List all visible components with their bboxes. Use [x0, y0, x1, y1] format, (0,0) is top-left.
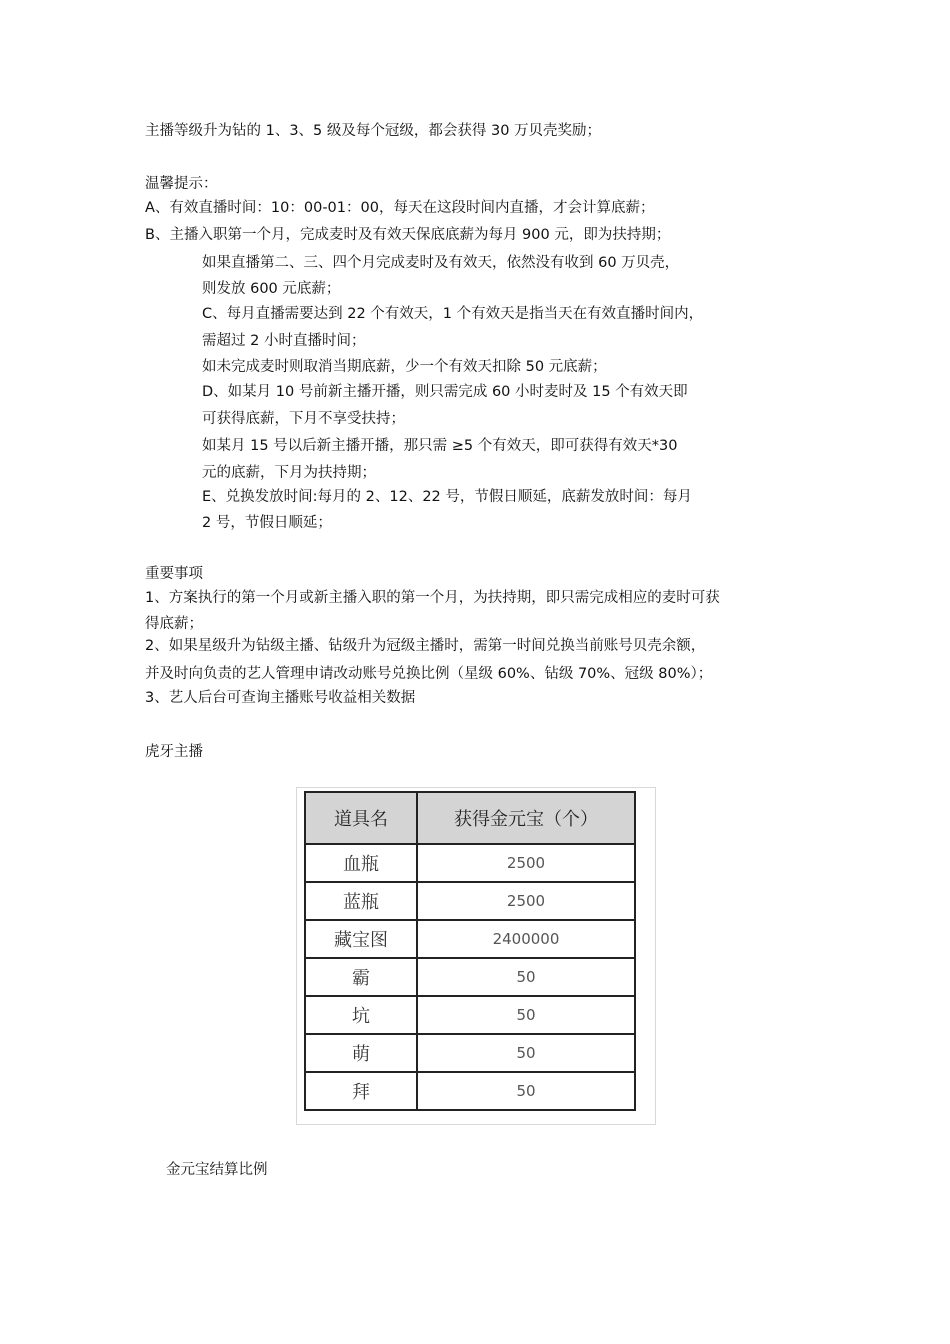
prop-table	[304, 791, 636, 1111]
prop-value-cell: 50	[417, 958, 635, 996]
prop-table-image	[296, 787, 656, 1125]
important-item: 得底薪；	[145, 616, 203, 632]
tip-line: 可获得底薪，下月不享受扶持；	[202, 411, 405, 427]
prop-name-cell: 霸	[305, 958, 417, 996]
tip-line: 如某月 15 号以后新主播开播，那只需 ≥5 个有效天，即可获得有效天*30	[202, 438, 678, 454]
prop-name-cell: 拜	[305, 1072, 417, 1110]
prop-value-cell: 2500	[417, 844, 635, 882]
prop-value-cell: 50	[417, 1034, 635, 1072]
important-item: 1、方案执行的第一个月或新主播入职的第一个月，为扶持期，即只需完成相应的麦时可获	[145, 590, 720, 606]
table-row	[305, 1034, 635, 1072]
tip-a: A、有效直播时间：10：00-01：00，每天在这段时间内直播，才会计算底薪；	[145, 200, 655, 216]
tip-b: B、主播入职第一个月，完成麦时及有效天保底底薪为每月 900 元，即为扶持期；	[145, 227, 671, 243]
tip-line: 2 号，节假日顺延；	[202, 515, 332, 531]
table-row	[305, 844, 635, 882]
important-item: 2、如果星级升为钻级主播、钻级升为冠级主播时，需第一时间兑换当前账号贝壳余额，	[145, 638, 706, 654]
reward-paragraph: 主播等级升为钻的 1、3、5 级及每个冠级，都会获得 30 万贝壳奖励；	[145, 123, 602, 139]
tip-e: E、兑换发放时间:每月的 2、12、22 号，节假日顺延，底薪发放时间：每月	[202, 489, 692, 505]
tip-line: 则发放 600 元底薪；	[202, 281, 341, 297]
settlement-caption: 金元宝结算比例	[166, 1162, 268, 1178]
tips-heading: 温馨提示：	[145, 176, 218, 192]
prop-value-cell: 2400000	[417, 920, 635, 958]
tip-line: 如未完成麦时则取消当期底薪，少一个有效天扣除 50 元底薪；	[202, 359, 607, 375]
table-row	[305, 958, 635, 996]
prop-value-cell: 2500	[417, 882, 635, 920]
header-gold-ingots: 获得金元宝（个）	[417, 792, 635, 844]
prop-name-cell: 血瓶	[305, 844, 417, 882]
tip-d: D、如某月 10 号前新主播开播，则只需完成 60 小时麦时及 15 个有效天即	[202, 384, 688, 400]
prop-name-cell: 坑	[305, 996, 417, 1034]
table-row	[305, 1072, 635, 1110]
table-row	[305, 920, 635, 958]
prop-value-cell: 50	[417, 1072, 635, 1110]
header-prop-name: 道具名	[305, 792, 417, 844]
tip-line: 元的底薪，下月为扶持期；	[202, 465, 376, 481]
prop-name-cell: 蓝瓶	[305, 882, 417, 920]
important-heading: 重要事项	[145, 566, 203, 582]
important-item: 并及时向负责的艺人管理申请改动账号兑换比例（星级 60%、钻级 70%、冠级 80%）；	[145, 666, 713, 682]
tip-line: 需超过 2 小时直播时间；	[202, 333, 366, 349]
table-row	[305, 996, 635, 1034]
prop-name-cell: 萌	[305, 1034, 417, 1072]
tip-line: 如果直播第二、三、四个月完成麦时及有效天，依然没有收到 60 万贝壳，	[202, 255, 680, 271]
prop-value-cell: 50	[417, 996, 635, 1034]
important-item: 3、艺人后台可查询主播账号收益相关数据	[145, 690, 416, 706]
table-header-row	[305, 792, 635, 844]
table-row	[305, 882, 635, 920]
tip-c: C、每月直播需要达到 22 个有效天，1 个有效天是指当天在有效直播时间内，	[202, 306, 704, 322]
huya-heading: 虎牙主播	[145, 744, 203, 760]
prop-name-cell: 藏宝图	[305, 920, 417, 958]
